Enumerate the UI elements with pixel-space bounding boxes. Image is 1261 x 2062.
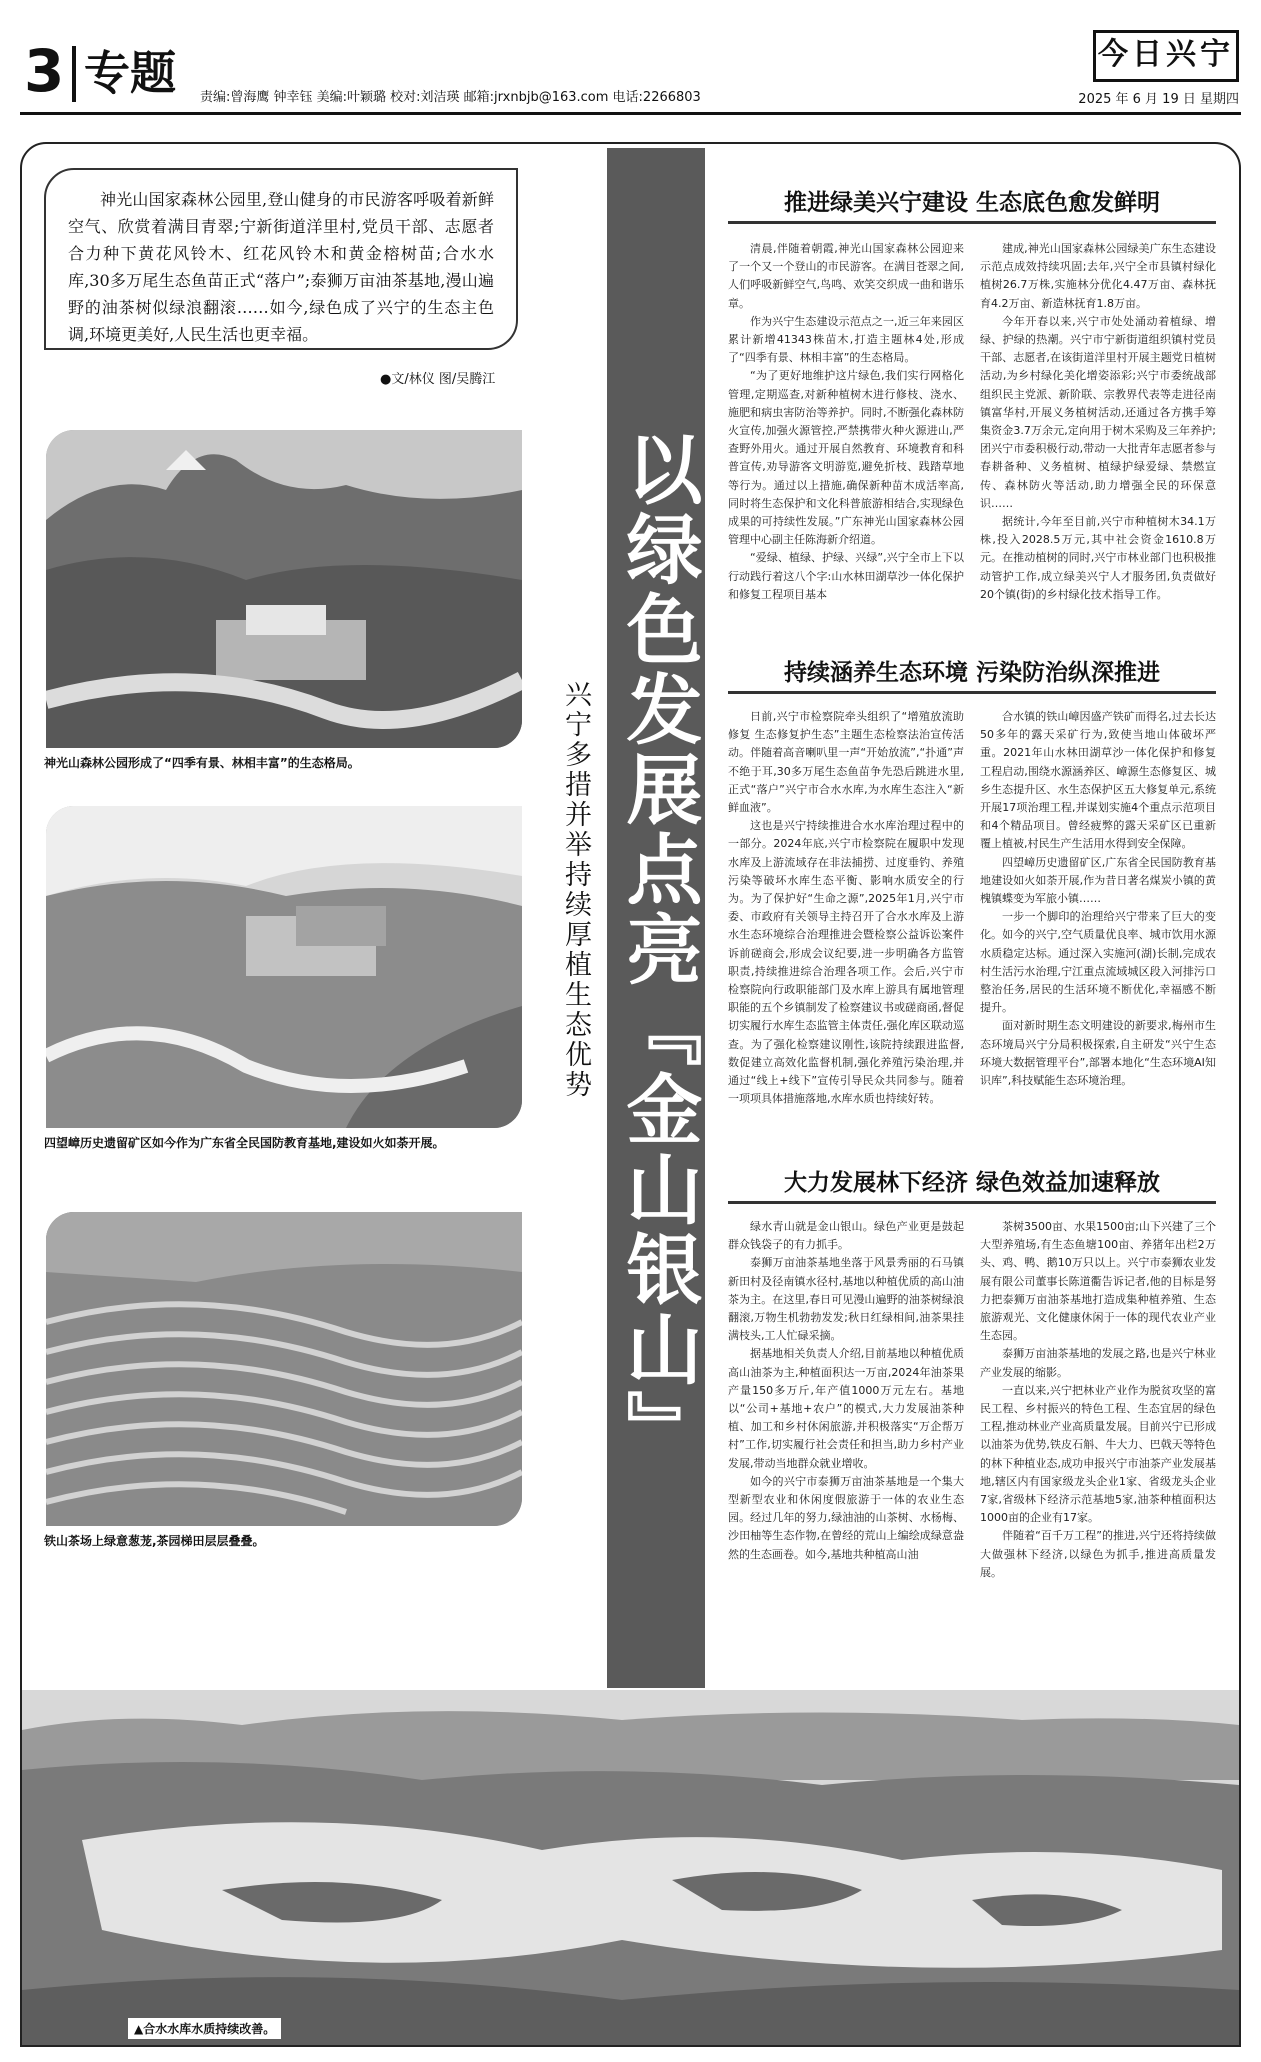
caption-forest-park: 神光山森林公园形成了“四季有景、林相丰富”的生态格局。 xyxy=(44,756,360,770)
paragraph: 伴随着“百千万工程”的推进,兴宁还将持续做大做强林下经济,以绿色为抓手,推进高质量发展。 xyxy=(980,1529,1216,1579)
paragraph: “为了更好地维护这片绿色,我们实行网格化管理,定期巡查,对新种植树木进行修枝、浇水、施肥和病虫害防治等养护。同时,不断强化森林防火宣传,加强火源管控,严禁携带火种火源进山,严查野外用火。通过开展自然教育、环境教育和科普宣传,劝导游客文明游览,避免折枝、践踏草地等行为。通过以上措施,确保新种苗木成活率高,同时将生态保护和文化科普旅游相结合,实现绿色成果的可持续性发展。”广东神光山国家森林公园管理中心副主任陈海新介绍道。 xyxy=(728,369,964,547)
lead-text: 神光山国家森林公园里,登山健身的市民游客呼吸着新鲜空气、欣赏着满目青翠;宁新街道洋里村,党员干部、志愿者合力种下黄花风铃木、红花风铃木和黄金榕树苗;合水水库,30多万尾生态鱼苗正式“落户”;泰狮万亩油茶基地,漫山遍野的油茶树似绿浪翻滚……如今,绿色成了兴宁的生态主色调,环境更美好,人民生活也更幸福。 xyxy=(68,190,494,344)
section-heading-text: 持续涵养生态环境 污染防治纵深推进 xyxy=(783,660,1160,686)
paragraph: 建成,神光山国家森林公园绿美广东生态建设示范点成效持续巩固;去年,兴宁全市县镇村绿化植树26.7万株,实施林分优化4.47万亩、森林抚育4.2万亩、新造林抚育1.8万亩。 xyxy=(980,242,1216,310)
section-heading-text: 推进绿美兴宁建设 生态底色愈发鲜明 xyxy=(783,190,1160,216)
section-3-col-left xyxy=(728,1218,964,1614)
section-2-col-right xyxy=(980,708,1216,1128)
paragraph: 日前,兴宁市检察院牵头组织了“增殖放流助修复 生态修复护生态”主题生态检察法治宣传活动。伴随着高音喇叭里一声“开始放流”,“扑通”声不绝于耳,30多万尾生态鱼苗争先恐后跳进水里,正式“落户”兴宁市合水水库,为水库生态注入“新鲜血液”。 xyxy=(728,710,964,815)
page-number: 3 xyxy=(24,37,65,105)
section-heading-text: 大力发展林下经济 绿色效益加速释放 xyxy=(783,1170,1160,1196)
masthead-logo: 今日兴宁 xyxy=(1093,30,1239,82)
paragraph: 一直以来,兴宁把林业产业作为脱贫攻坚的富民工程、乡村振兴的特色工程、生态宜居的绿色工程,推动林业产业高质量发展。目前兴宁已形成以油茶为优势,铁皮石斛、牛大力、巴戟天等特色的林下种植业态,成功申报兴宁市油茶产业发展基地,辖区内有国家级龙头企业1家、省级龙头企业7家,省级林下经济示范基地5家,油茶种植面积达1000亩的企业有17家。 xyxy=(980,1383,1216,1525)
caption-reservoir: ▲合水水库水质持续改善。 xyxy=(128,2018,281,2039)
paragraph: 这也是兴宁持续推进合水水库治理过程中的一部分。2024年底,兴宁市检察院在履职中发现水库及上游流域存在非法捕捞、过度垂钓、养殖污染等破坏水库生态平衡、影响水质安全的行为。为了保护好“生命之源”,2025年1月,兴宁市委、市政府有关领导主持召开了合水水库及上游水生态环境综合治理推进会暨检察公益诉讼案件诉前磋商会,形成会议纪要,进一步明确各方监管职责,持续推进综合治理各项工作。会后,兴宁市检察院向行政职能部门及水库上游具有属地管理职能的五个乡镇制发了检察建议书或磋商函,督促切实履行水库生态监管主体责任,强化库区联动巡查。为了强化检察建议刚性,该院持续跟进监督,数促建立高效化监督机制,强化养殖污染治理,并通过“线上+线下”宣传引导民众共同参与。随着一项项具体措施落地,水库水质也持续好转。 xyxy=(728,819,964,1106)
paragraph: 合水镇的铁山嶂因盛产铁矿而得名,过去长达50多年的露天采矿行为,致使当地山体破坏严重。2021年山水林田湖草沙一体化保护和修复工程启动,围绕水源涵养区、嶂源生态修复区、城乡生态提升区、水生态保护区五大修复单元,系统开展17项治理工程,并谋划实施4个重点示范项目和4个精品项目。曾经疲弊的露天采矿区已重新覆上植被,村民生产生活用水得到安全保障。 xyxy=(980,710,1216,851)
section-heading-1 xyxy=(728,188,1216,224)
paragraph: 面对新时期生态文明建设的新要求,梅州市生态环境局兴宁分局积极探索,自主研发“兴宁生态环境大数据管理平台”,部署本地化“生态环境AI知识库”,科技赋能生态环境治理。 xyxy=(980,1019,1216,1088)
paragraph: 如今的兴宁市泰狮万亩油茶基地是一个集大型新型农业和休闲度假旅游于一体的农业生态园。经过几年的努力,绿油油的山茶树、水杨梅、沙田柚等生态作物,在曾经的荒山上编绘成绿意盎然的生态画卷。如今,基地共种植高山油 xyxy=(728,1474,964,1561)
paragraph: 泰狮万亩油茶基地的发展之路,也是兴宁林业产业发展的缩影。 xyxy=(980,1347,1216,1379)
paragraph: 绿水青山就是金山银山。绿色产业更是鼓起群众钱袋子的有力抓手。 xyxy=(728,1220,964,1252)
header-divider xyxy=(72,46,76,102)
section-title: 专题 xyxy=(84,46,176,100)
paragraph: 据基地相关负责人介绍,目前基地以种植优质高山油茶为主,种植面积达一万亩,2024年油茶果产量150多万斤,年产值1000万元左右。基地以“公司+基地+农户”的模式,大力发展油茶种植、加工和乡村休闲旅游,并积极落实“万企帮万村”工作,切实履行社会责任和担当,助力乡村产业发展,带动当地群众就业增收。 xyxy=(728,1347,964,1470)
main-title: 以绿色发展点亮『金山银山』 xyxy=(614,430,703,1470)
paragraph: 清晨,伴随着朝霞,神光山国家森林公园迎来了一个又一个登山的市民游客。在满目苍翠之间,人们呼吸新鲜空气,鸟鸣、欢笑交织成一曲和谐乐章。 xyxy=(728,242,964,310)
paragraph: 作为兴宁生态建设示范点之一,近三年来园区累计新增41343株苗木,打造主题林4处,形成了“四季有景、林相丰富”的生态格局。 xyxy=(728,314,964,365)
photo-reservoir-panorama xyxy=(22,1690,1239,2045)
section-heading-3 xyxy=(728,1168,1216,1204)
paragraph: 今年开春以来,兴宁市处处涌动着植绿、增绿、护绿的热潮。兴宁市宁新街道组织镇村党员干部、志愿者,在该街道洋里村开展主题党日植树活动,为乡村绿化美化增姿添彩;兴宁市委统战部组织民主党派、新阶联、宗教界代表等走进径南镇富华村,开展义务植树活动,还通过各方携手筹集资金3.7万余元,定向用于树木采购及三年养护;团兴宁市委积极行动,带动一大批青年志愿者参与春耕备种、义务植树、植绿护绿爱绿、禁燃宣传、森林防火等活动,助力增强全民的环保意识…… xyxy=(980,314,1216,510)
section-1-col-right xyxy=(980,240,1216,620)
editor-credits: 责编:曾海鹰 钟幸钰 美编:叶颖璐 校对:刘洁瑛 邮箱:jrxnbjb@163.com 电话:2266803 xyxy=(200,90,701,105)
header-rule xyxy=(20,112,1241,115)
issue-date: 2025 年 6 月 19 日 星期四 xyxy=(1078,92,1239,107)
photo-forest-park xyxy=(46,430,522,748)
section-3-col-right xyxy=(980,1218,1216,1614)
paragraph: “爱绿、植绿、护绿、兴绿”,兴宁全市上下以行动践行着这八个字:山水林田湖草沙一体化保护和修复工程项目基本 xyxy=(728,551,964,601)
section-2-col-left xyxy=(728,708,964,1128)
photo-mine-site xyxy=(46,806,522,1128)
paragraph: 四望嶂历史遗留矿区,广东省全民国防教育基地建设如火如荼开展,作为昔日著名煤炭小镇的黄槐镇蝶变为军旅小镇…… xyxy=(980,855,1216,906)
caption-mine-site: 四望嶂历史遗留矿区如今作为广东省全民国防教育基地,建设如火如荼开展。 xyxy=(44,1136,445,1150)
paragraph: 泰狮万亩油茶基地坐落于风景秀丽的石马镇新田村及径南镇水径村,基地以种植优质的高山油茶为主。在这里,春日可见漫山遍野的油茶树绿浪翻滚,万物生机勃勃发发;秋日红绿相间,油茶果挂满枝头,工人忙碌采摘。 xyxy=(728,1256,964,1343)
paragraph: 据统计,今年至目前,兴宁市种植树木34.1万株,投入2028.5万元,其中社会资金1610.8万元。在推动植树的同时,兴宁市林业部门也积极推动管护工作,成立绿美兴宁人才服务团,负责做好20个镇(街)的乡村绿化技术指导工作。 xyxy=(980,515,1216,601)
subtitle: 兴宁多措并举持续厚植生态优势 xyxy=(560,680,591,1100)
photo-tea-terraces xyxy=(46,1212,522,1526)
byline: ●文/林仪 图/吴腾江 xyxy=(380,372,496,387)
caption-tea-terraces: 铁山茶场上绿意葱茏,茶园梯田层层叠叠。 xyxy=(44,1534,265,1548)
section-heading-2 xyxy=(728,658,1216,694)
paragraph: 茶树3500亩、水果1500亩;山下兴建了三个大型养殖场,有生态鱼塘100亩、养猪年出栏2万头、鸡、鸭、鹅10万只以上。兴宁市泰狮农业发展有限公司董事长陈道衢告诉记者,他的目标是努力把泰狮万亩油茶基地打造成集种植养殖、生态旅游观光、文化健康休闲于一体的现代农业产业生态园。 xyxy=(980,1220,1216,1343)
section-1-col-left xyxy=(728,240,964,620)
lead-box xyxy=(44,168,518,350)
paragraph: 一步一个脚印的治理给兴宁带来了巨大的变化。如今的兴宁,空气质量优良率、城市饮用水源水质稳定达标。通过深入实施河(湖)长制,完成农村生活污水治理,宁江重点流域城区段入河排污口整治任务,居民的生活环境不断优化,幸福感不断提升。 xyxy=(980,910,1216,1015)
